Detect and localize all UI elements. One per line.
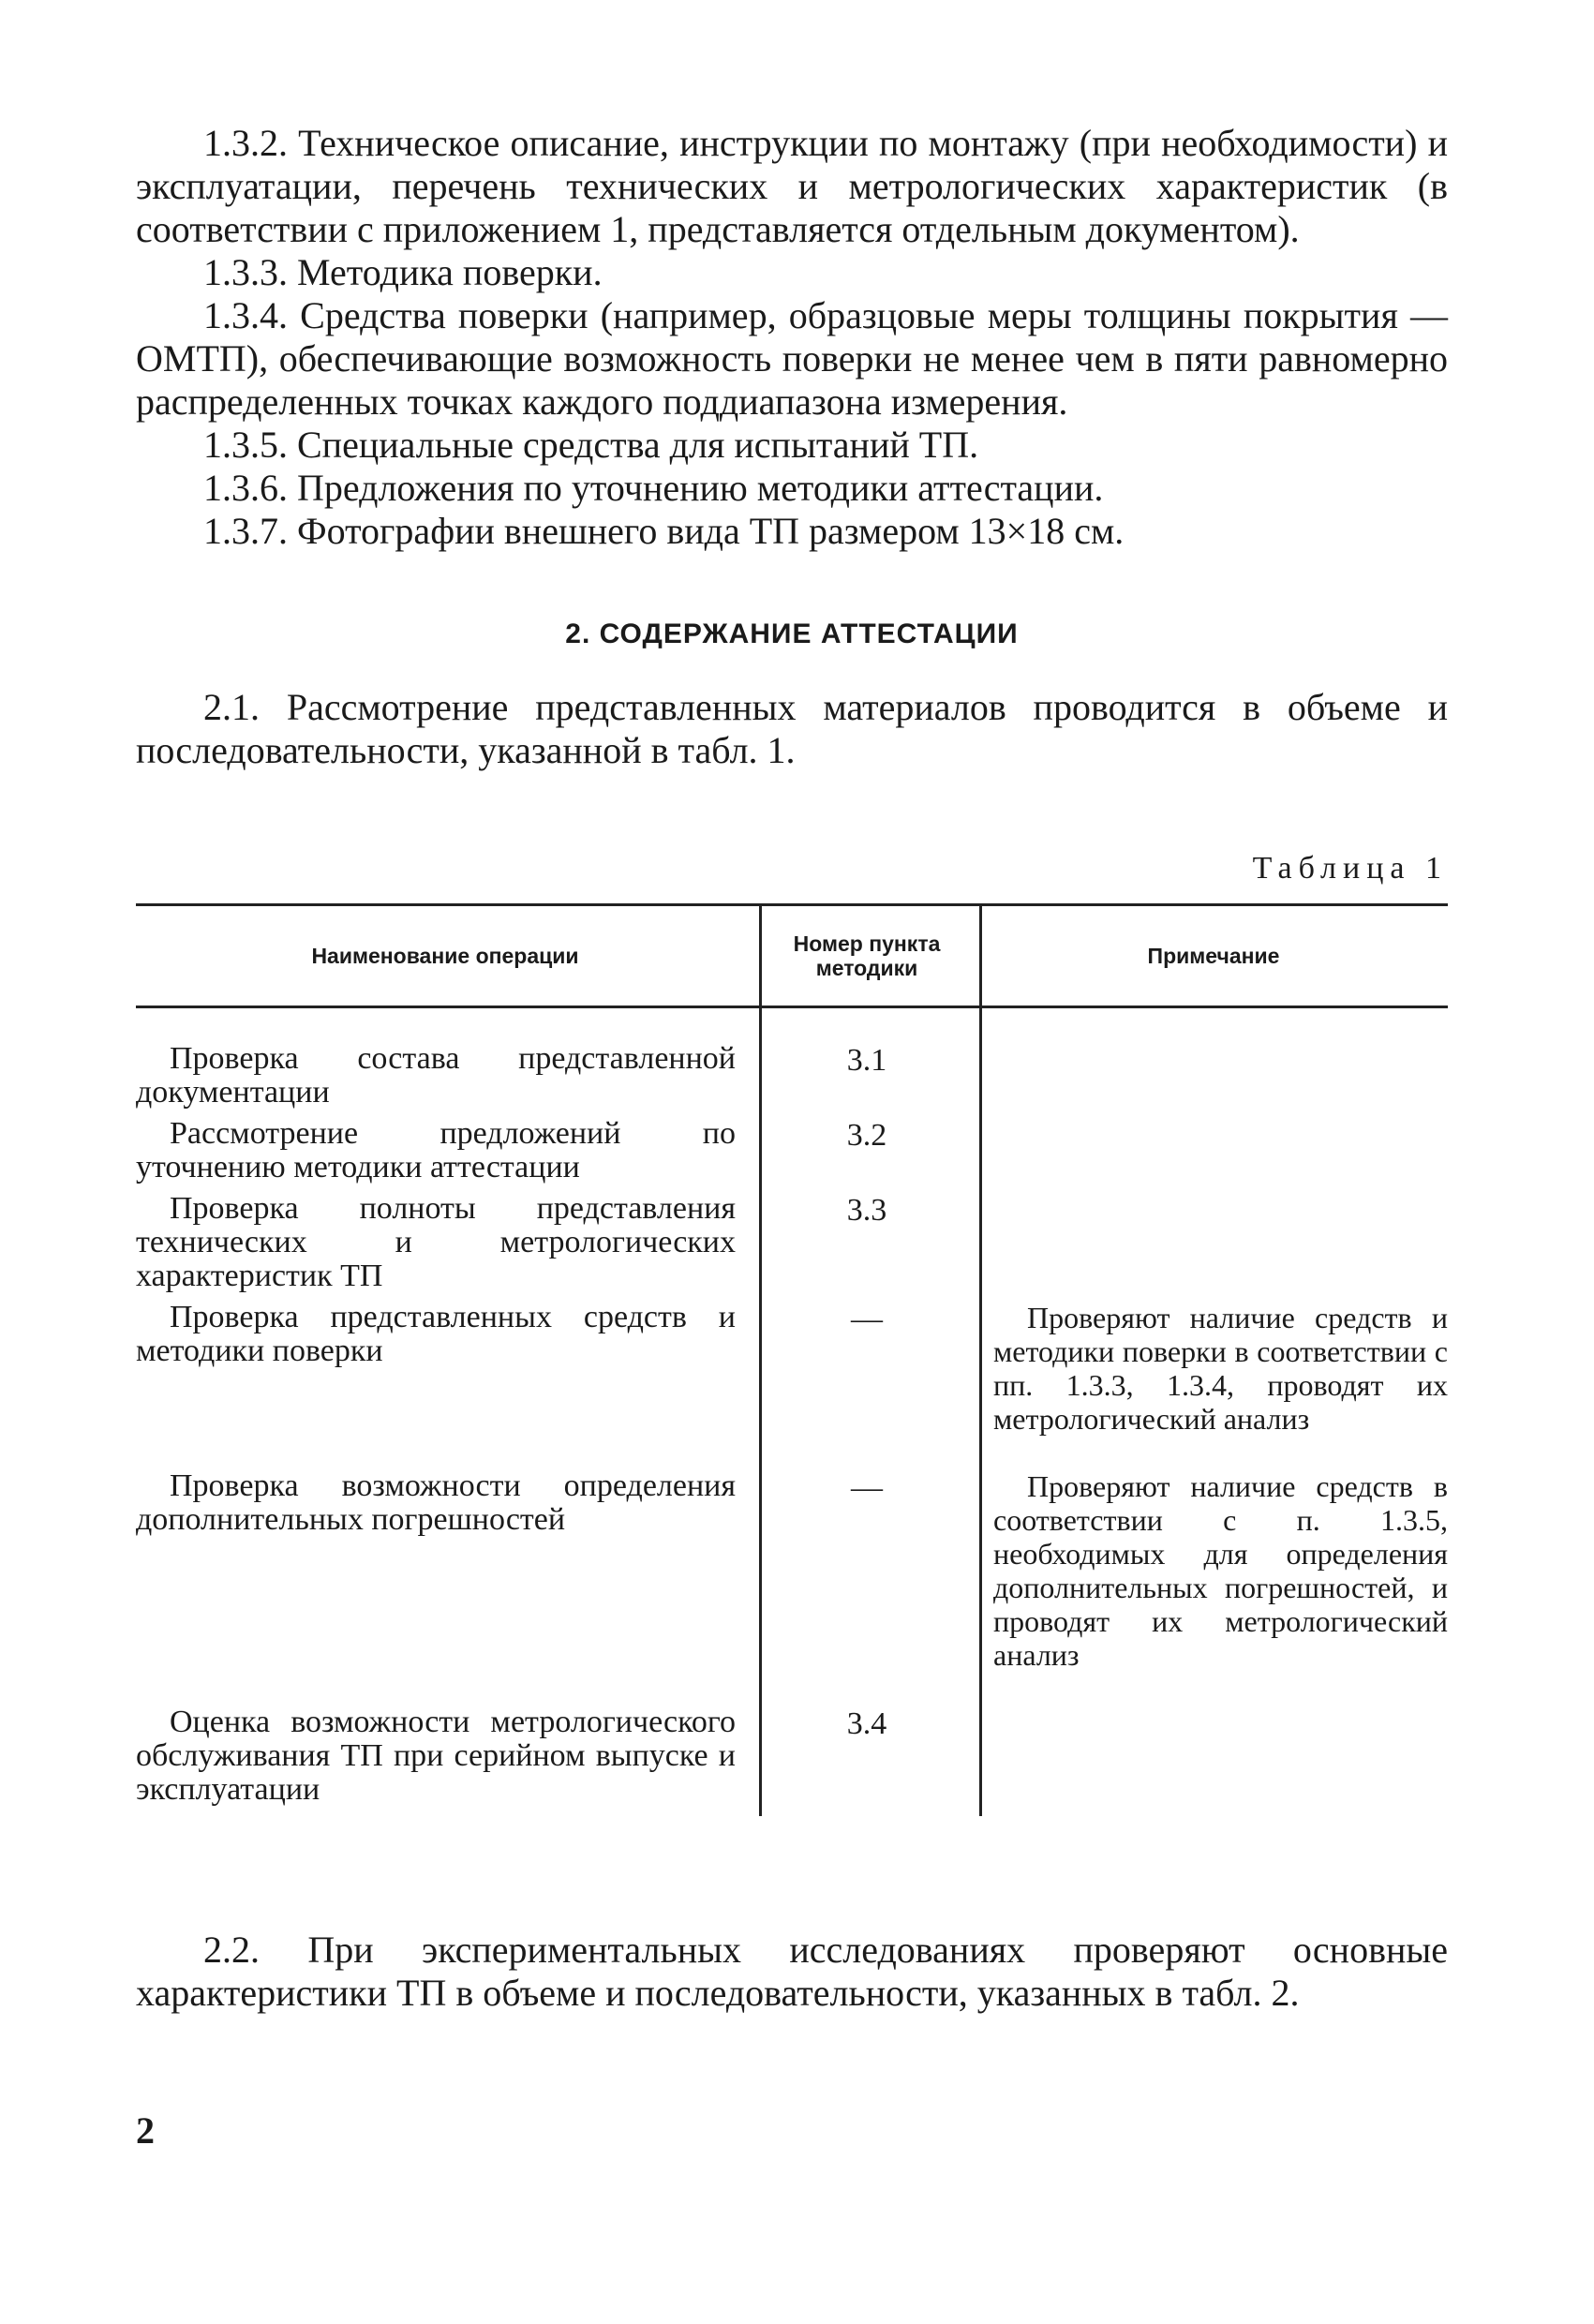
item-1-3-4: 1.3.4. Средства поверки (например, образцовые меры толщины покрытия — ОМТП), обеспечивающие возможность поверки не менее чем в пяти равномерно распределенных точках каждого поддиапазона измерения.: [136, 294, 1448, 423]
table-header: [136, 906, 1448, 1006]
row-item-number: 3.4: [846, 1706, 887, 1741]
section-heading: 2. СОДЕРЖАНИЕ АТТЕСТАЦИИ: [565, 618, 1019, 649]
item-1-3-2: 1.3.2. Техническое описание, инструкции по монтажу (при необходимости) и эксплуатации, перечень технических и метрологических характеристик (в соответствии с приложением 1, представляется отдельным документом).: [136, 122, 1448, 250]
row-operation-name: Проверка представленных средств и методики поверки: [136, 1300, 736, 1368]
table-row: [136, 1192, 1448, 1293]
paragraph-2-2: 2.2. При экспериментальных исследованиях проверяют основные характеристики ТП в объеме и последовательности, указанных в табл. 2.: [136, 1929, 1448, 2014]
item-1-3-6: 1.3.6. Предложения по уточнению методики аттестации.: [203, 467, 1104, 509]
header-note: Примечание: [1147, 944, 1280, 968]
row-note: Проверяют наличие средств и методики поверки в соответствии с пп. 1.3.3, 1.3.4, проводят их метрологический анализ: [993, 1301, 1448, 1436]
intro-list: [136, 122, 1448, 553]
row-operation-name: Оценка возможности метрологического обслуживания ТП при серийном выпуске и эксплуатации: [136, 1705, 736, 1807]
item-1-3-3: 1.3.3. Методика поверки.: [203, 251, 603, 293]
table-1: [136, 903, 1448, 1816]
row-operation-name: Проверка состава представленной документации: [136, 1041, 736, 1110]
header-divider-2: [979, 906, 982, 1006]
item-1-3-7: 1.3.7. Фотографии внешнего вида ТП размером 13×18 см.: [203, 510, 1125, 552]
row-operation-name: Проверка полноты представления технических и метрологических характеристик ТП: [136, 1191, 736, 1293]
row-note: Проверяют наличие средств в соответствии с п. 1.3.5, необходимых для определения дополнительных погрешностей, и проводят их метрологический анализ: [993, 1469, 1448, 1672]
header-item-number: Номер пункта методики: [793, 931, 941, 980]
paragraph-2-1: 2.1. Рассмотрение представленных материалов проводится в объеме и последовательности, указанной в табл. 1.: [136, 686, 1448, 771]
row-item-number: —: [851, 1302, 883, 1336]
page-number: 2: [136, 2109, 155, 2152]
table-caption: Таблица 1: [1252, 851, 1448, 886]
row-item-number: 3.3: [846, 1193, 887, 1228]
row-operation-name: Рассмотрение предложений по уточнению методики аттестации: [136, 1116, 736, 1184]
row-operation-name: Проверка возможности определения дополнительных погрешностей: [136, 1468, 736, 1537]
row-item-number: —: [851, 1470, 883, 1505]
header-operation-name: Наименование операции: [311, 944, 579, 968]
body-divider-1: [759, 1008, 762, 1816]
table-row: [136, 1301, 1448, 1436]
body-divider-2: [979, 1008, 982, 1816]
item-1-3-5: 1.3.5. Специальные средства для испытаний ТП.: [203, 424, 979, 466]
row-item-number: 3.1: [846, 1043, 887, 1078]
table-body: [136, 1008, 1448, 1816]
table-row: [136, 1469, 1448, 1672]
row-item-number: 3.2: [846, 1118, 887, 1153]
table-row: [136, 1117, 1448, 1184]
table-row: [136, 1042, 1448, 1110]
table-row: [136, 1706, 1448, 1807]
header-divider-1: [759, 906, 762, 1006]
document-page: [136, 122, 1448, 2015]
